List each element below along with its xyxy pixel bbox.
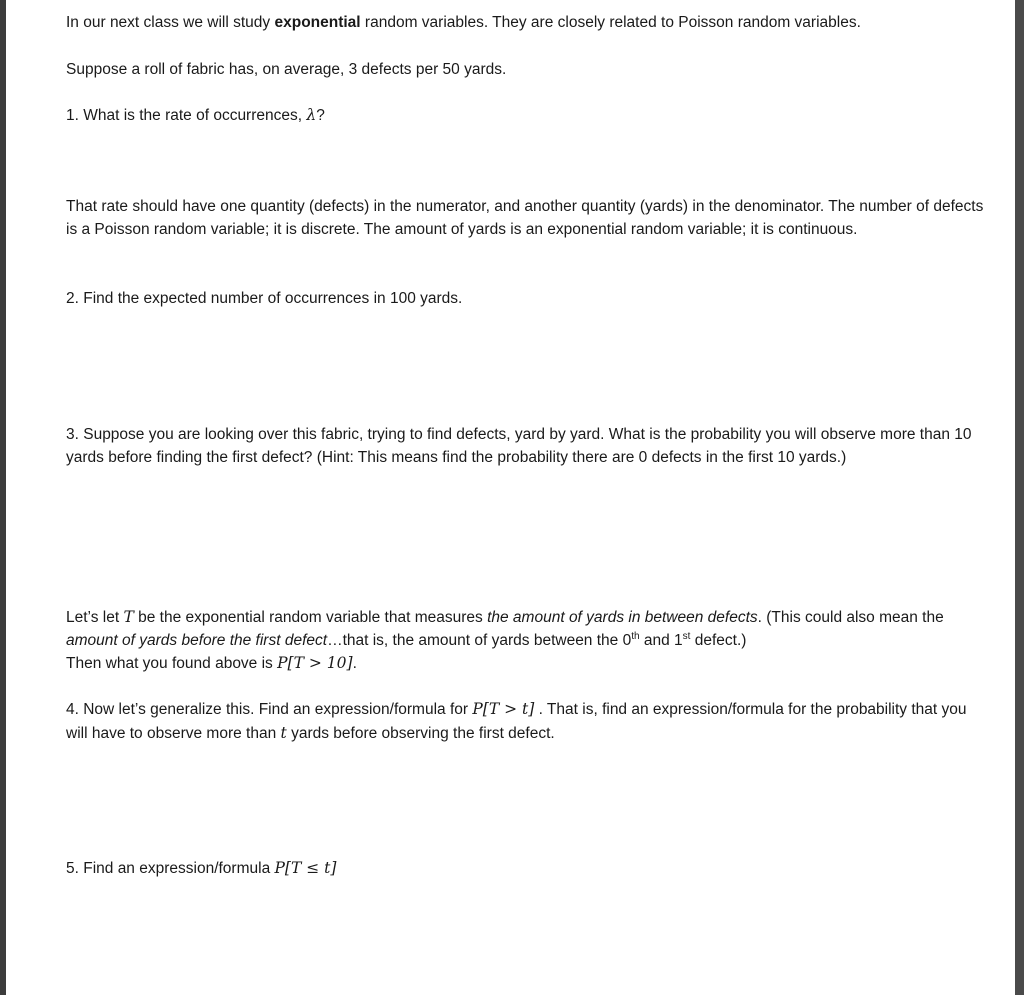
question-3: 3. Suppose you are looking over this fabric, trying to find defects, yard by yard. What is the probability you will observe more than 10 yards before finding the first defect? (Hint: This means find the probability there are 0 defects in the first 10 yards.) — [66, 426, 972, 466]
question-5-text: 5. Find an expression/formula — [66, 860, 275, 877]
def-text-d: …that is, the amount of yards between the 0 — [327, 631, 632, 649]
def-line2-text: Then what you found above is — [66, 655, 278, 672]
variable-T: T — [123, 608, 134, 626]
def-text-b: be the exponential random variable that measures — [133, 609, 488, 626]
definition-T-paragraph — [66, 606, 986, 676]
question-4-text-b: . That is, find an expression/formula for the probability that you will have to observe more than — [66, 701, 967, 742]
setup-paragraph: Suppose a roll of fabric has, on average, 3 defects per 50 yards. — [66, 61, 507, 78]
lambda-symbol: λ — [306, 106, 317, 124]
superscript-th: th — [631, 630, 640, 642]
question-4-text-c: yards before observing the first defect. — [286, 724, 555, 742]
intro-text-before: In our next class we will study — [66, 14, 275, 31]
rate-explanation-paragraph: That rate should have one quantity (defects) in the numerator, and another quantity (yards) in the denominator. The number of defects is a Poisson random variable; it is discrete. The amount of yards is an exponential random variable; it is continuous. — [66, 198, 984, 238]
question-1-end: ? — [316, 107, 325, 124]
question-5 — [66, 857, 986, 881]
def-text-c: . (This could also mean the — [757, 609, 944, 626]
def-text-a: Let’s let — [66, 609, 124, 626]
expr-P-T-gt-10: P[T > 10] — [277, 654, 353, 672]
intro-text-after: random variables. They are closely related to Poisson random variables. — [360, 14, 861, 31]
window-right-border — [1015, 0, 1024, 995]
def-line2-end: . — [352, 655, 357, 672]
def-text-f: defect.) — [690, 631, 747, 649]
question-2: 2. Find the expected number of occurrences in 100 yards. — [66, 290, 463, 307]
def-text-e: and 1 — [639, 631, 683, 649]
question-4-text-a: 4. Now let’s generalize this. Find an expression/formula for — [66, 701, 473, 718]
variable-t: t — [280, 723, 287, 742]
def-italic-2: amount of yards before the first defect — [66, 631, 328, 649]
def-italic-1: the amount of yards in between defects — [487, 609, 758, 626]
document-page — [6, 0, 1015, 995]
question-4 — [66, 698, 986, 745]
expr-P-T-gt-t: P[T > t] — [472, 700, 535, 718]
question-1 — [66, 104, 986, 128]
superscript-st: st — [682, 630, 691, 642]
intro-paragraph — [66, 12, 986, 35]
intro-bold-term: exponential — [274, 14, 361, 31]
question-1-text: 1. What is the rate of occurrences, — [66, 107, 307, 124]
expr-P-T-le-t: P[T ≤ t] — [274, 859, 337, 877]
